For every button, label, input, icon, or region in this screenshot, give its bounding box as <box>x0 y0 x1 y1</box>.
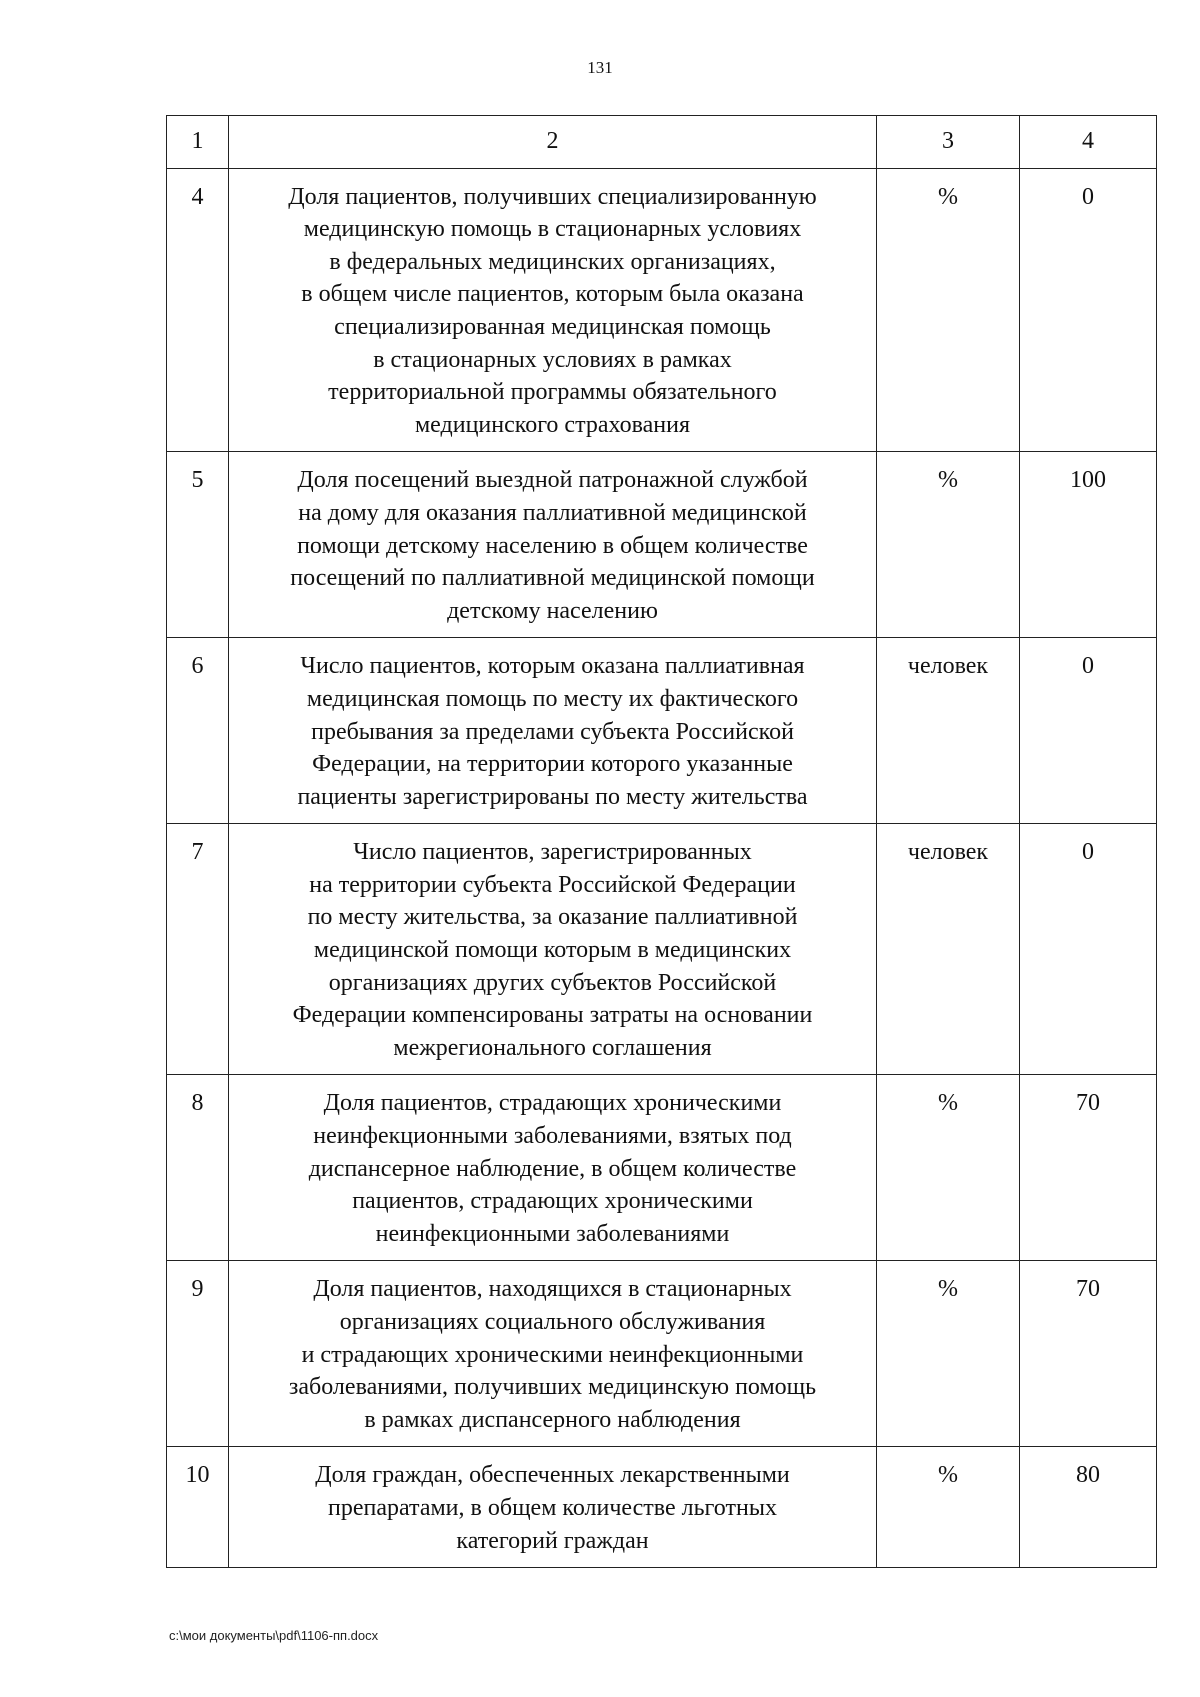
header-cell: 2 <box>229 116 877 169</box>
indicator-description: Доля посещений выездной патронажной службой на дому для оказания паллиативной медицинской помощи детскому населению в общем количестве посещений по паллиативной медицинской помощи детскому населению <box>229 452 877 638</box>
table-header-row <box>167 116 1157 169</box>
unit-of-measure: % <box>877 1447 1020 1568</box>
indicator-value: 80 <box>1020 1447 1157 1568</box>
row-number: 9 <box>167 1261 229 1447</box>
indicator-description: Доля граждан, обеспеченных лекарственными препаратами, в общем количестве льготных категорий граждан <box>229 1447 877 1568</box>
indicator-value: 0 <box>1020 824 1157 1075</box>
header-cell: 4 <box>1020 116 1157 169</box>
page-number: 131 <box>587 58 613 77</box>
unit-of-measure: человек <box>877 824 1020 1075</box>
row-number: 4 <box>167 168 229 452</box>
header-cell: 3 <box>877 116 1020 169</box>
table-row <box>167 1261 1157 1447</box>
header-cell: 1 <box>167 116 229 169</box>
unit-of-measure: человек <box>877 638 1020 824</box>
row-number: 5 <box>167 452 229 638</box>
unit-of-measure: % <box>877 452 1020 638</box>
row-number: 10 <box>167 1447 229 1568</box>
unit-of-measure: % <box>877 168 1020 452</box>
indicator-description: Доля пациентов, находящихся в стационарных организациях социального обслуживания и страдающих хроническими неинфекционными заболеваниями, получивших медицинскую помощь в рамках диспансерного наблюдения <box>229 1261 877 1447</box>
indicator-value: 70 <box>1020 1261 1157 1447</box>
indicator-description: Число пациентов, зарегистрированных на территории субъекта Российской Федерации по месту жительства, за оказание паллиативной медицинской помощи которым в медицинских организациях других субъектов Российской Федерации компенсированы затраты на основании межрегионального соглашения <box>229 824 877 1075</box>
indicator-description: Доля пациентов, страдающих хроническими неинфекционными заболеваниями, взятых под диспансерное наблюдение, в общем количестве пациентов, страдающих хроническими неинфекционными заболеваниями <box>229 1075 877 1261</box>
table-row <box>167 1075 1157 1261</box>
footer-file-path: c:\мои документы\pdf\1106-пп.docx <box>169 1628 379 1643</box>
indicator-description: Число пациентов, которым оказана паллиативная медицинская помощь по месту их фактического пребывания за пределами субъекта Российской Федерации, на территории которого указанные пациенты зарегистрированы по месту жительства <box>229 638 877 824</box>
table-row <box>167 824 1157 1075</box>
indicator-value: 100 <box>1020 452 1157 638</box>
indicator-description: Доля пациентов, получивших специализированную медицинскую помощь в стационарных условиях в федеральных медицинских организациях, в общем числе пациентов, которым была оказана специализированная медицинская помощь в стационарных условиях в рамках территориальной программы обязательного медицинского страхования <box>229 168 877 452</box>
indicator-value: 0 <box>1020 168 1157 452</box>
row-number: 7 <box>167 824 229 1075</box>
table-row <box>167 452 1157 638</box>
row-number: 8 <box>167 1075 229 1261</box>
indicator-value: 0 <box>1020 638 1157 824</box>
table-row <box>167 1447 1157 1568</box>
unit-of-measure: % <box>877 1261 1020 1447</box>
table-row <box>167 168 1157 452</box>
indicators-table <box>166 115 1157 1568</box>
row-number: 6 <box>167 638 229 824</box>
table-row <box>167 638 1157 824</box>
unit-of-measure: % <box>877 1075 1020 1261</box>
indicator-value: 70 <box>1020 1075 1157 1261</box>
